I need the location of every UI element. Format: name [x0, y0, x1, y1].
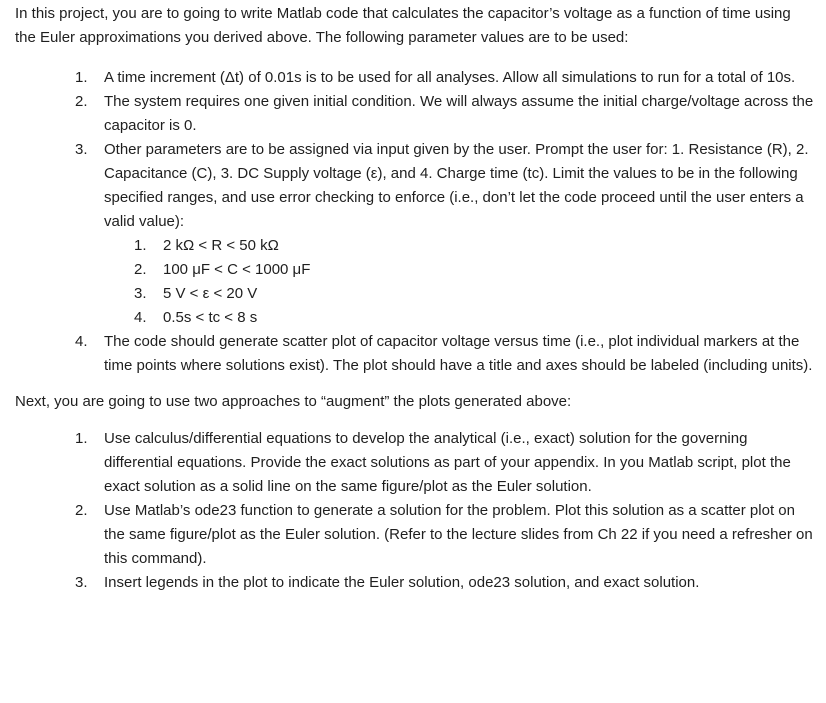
range-text: 0.5s < tc < 8 s	[163, 309, 258, 326]
parameters-list	[15, 66, 815, 378]
ranges-list	[104, 234, 815, 330]
list-item-text: The code should generate scatter plot of capacitor voltage versus time (i.e., plot individual markers at the time points where solutions exist). The plot should have a title and axes should be labeled (including units).	[104, 333, 813, 374]
list-item	[15, 499, 815, 571]
list-item	[15, 90, 815, 138]
list-item-text: A time increment (Δt) of 0.01s is to be used for all analyses. Allow all simulations to run for a total of 10s.	[104, 69, 796, 86]
augment-list	[15, 427, 815, 595]
list-number: 2.	[75, 93, 88, 110]
range-item	[104, 306, 815, 330]
range-item	[104, 234, 815, 258]
list-number: 3.	[75, 141, 88, 158]
list-number: 1.	[75, 430, 88, 447]
next-paragraph: Next, you are going to use two approaches to “augment” the plots generated above:	[15, 393, 572, 410]
range-text: 100 μF < C < 1000 μF	[163, 261, 311, 278]
document-body	[15, 2, 815, 595]
list-item-text: Other parameters are to be assigned via input given by the user. Prompt the user for: 1. Resistance (R), 2. Capacitance (C), 3. DC Supply voltage (ε), and 4. Charge time (tc). Limit the values to be in the following specified ranges, and use error checking to enforce (i.e., don’t let the code proceed until the user enters a valid value):	[104, 141, 809, 230]
list-number: 3.	[75, 574, 88, 591]
list-item	[15, 427, 815, 499]
list-item	[15, 571, 815, 595]
range-text: 2 kΩ < R < 50 kΩ	[163, 237, 279, 254]
list-item	[15, 138, 815, 330]
list-number: 3.	[134, 285, 147, 302]
range-text: 5 V < ε < 20 V	[163, 285, 258, 302]
list-number: 2.	[134, 261, 147, 278]
list-item	[15, 330, 815, 378]
list-item-text: Insert legends in the plot to indicate the Euler solution, ode23 solution, and exact solution.	[104, 574, 700, 591]
list-item-text: Use Matlab’s ode23 function to generate a solution for the problem. Plot this solution as a scatter plot on the same figure/plot as the Euler solution. (Refer to the lecture slides from Ch 22 if you need a refresher on this command).	[104, 502, 813, 567]
list-number: 4.	[134, 309, 147, 326]
list-number: 1.	[134, 237, 147, 254]
list-item	[15, 66, 815, 90]
range-item	[104, 258, 815, 282]
range-item	[104, 282, 815, 306]
list-item-text: The system requires one given initial condition. We will always assume the initial charge/voltage across the capacitor is 0.	[104, 93, 814, 134]
intro-paragraph: In this project, you are to going to write Matlab code that calculates the capacitor’s voltage as a function of time using the Euler approximations you derived above. The following parameter values are to be used:	[15, 5, 791, 46]
list-number: 4.	[75, 333, 88, 350]
list-item-text: Use calculus/differential equations to develop the analytical (i.e., exact) solution for the governing differential equations. Provide the exact solutions as part of your appendix. In you Matlab script, plot the exact solution as a solid line on the same figure/plot as the Euler solution.	[104, 430, 791, 495]
list-number: 1.	[75, 69, 88, 86]
list-number: 2.	[75, 502, 88, 519]
